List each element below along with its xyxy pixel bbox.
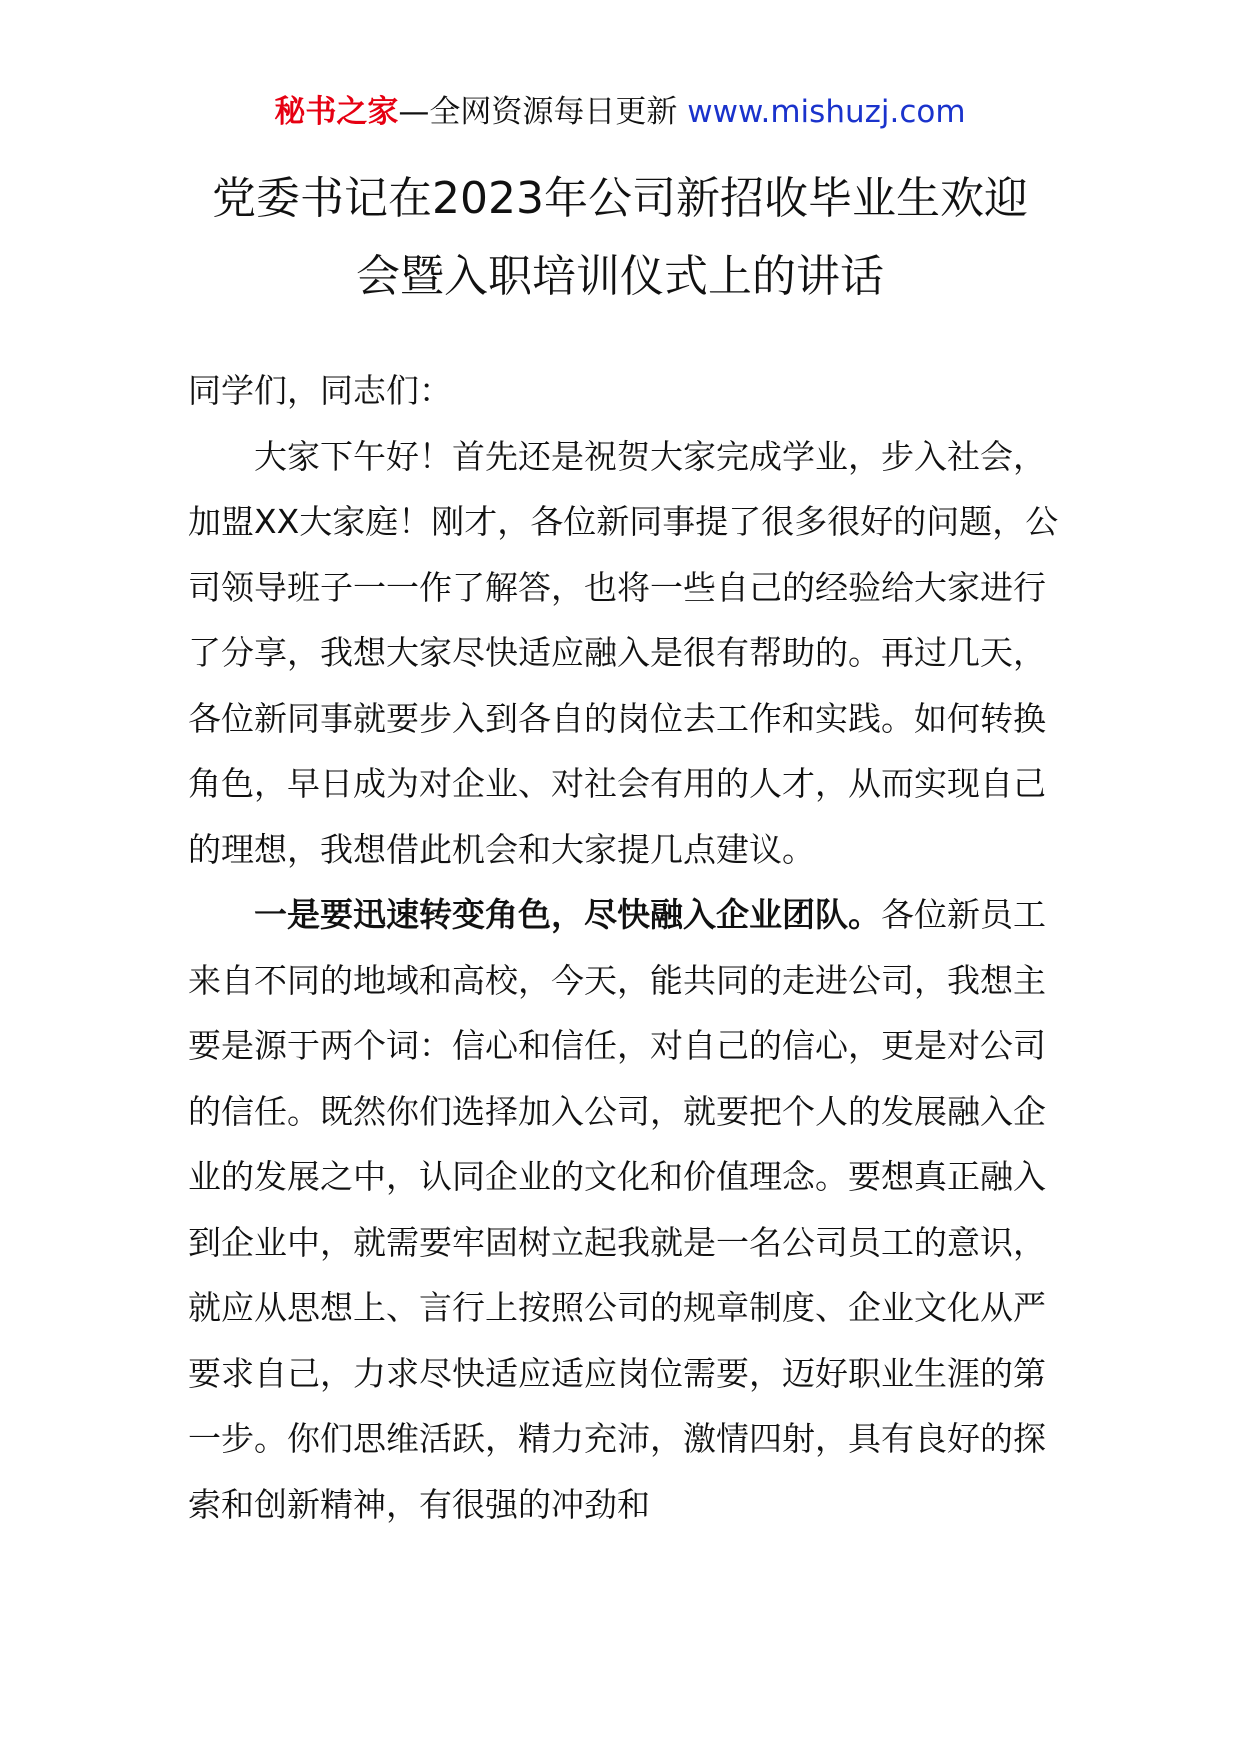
site-url-link[interactable]: www.mishuzj.com [687, 94, 966, 130]
title-line-1: 党委书记在2023年公司新招收毕业生欢迎 [212, 173, 1028, 224]
salutation: 同学们，同志们： [188, 371, 452, 410]
site-brand: 秘书之家 [274, 94, 399, 130]
paragraph-2-text: 各位新员工来自不同的地域和高校，今天，能共同的走进公司，我想主要是源于两个词：信心和信任，对自己的信心，更是对公司的信任。既然你们选择加入公司，就要把个人的发展融入企业的发展之中，认同企业的文化和价值理念。要想真正融入到企业中，就需要牢固树立起我就是一名公司员工的意识，就应从思想上、言行上按照公司的规章制度、企业文化从严要求自己，力求尽快适应适应岗位需要，迈好职业生涯的第一步。你们思维活跃，精力充沛，激情四射，具有良好的探索和创新精神，有很强的冲劲和 [188, 895, 1046, 1524]
document-body [188, 358, 1064, 1537]
paragraph-2 [188, 882, 1064, 1537]
site-tagline: —全网资源每日更新 [398, 94, 688, 130]
title-line-2: 会暨入职培训仪式上的讲话 [356, 251, 884, 302]
paragraph-2-lead: 一是要迅速转变角色，尽快融入企业团队。 [254, 895, 881, 934]
paragraph-1: 大家下午好！首先还是祝贺大家完成学业，步入社会，加盟XX大家庭！刚才，各位新同事提了很多很好的问题，公司领导班子一一作了解答，也将一些自己的经验给大家进行了分享，我想大家尽快适应融入是很有帮助的。再过几天，各位新同事就要步入到各自的岗位去工作和实践。如何转换角色，早日成为对企业、对社会有用的人才，从而实现自己的理想，我想借此机会和大家提几点建议。 [188, 436, 1059, 869]
document-title [0, 160, 1240, 316]
site-header [0, 92, 1240, 132]
